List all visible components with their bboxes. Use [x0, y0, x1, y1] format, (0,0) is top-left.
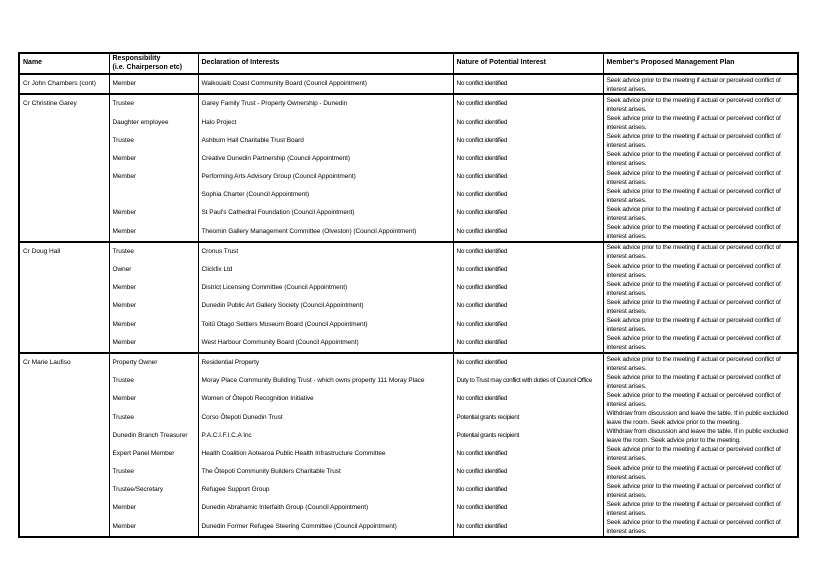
nature-entry: No conflict identified [456, 468, 508, 476]
nature-entry: No conflict identified [456, 173, 508, 181]
col-header-responsibility-sublabel: (i.e. Chairperson etc) [112, 63, 183, 71]
nature-entry: No conflict identified [456, 504, 508, 512]
declaration-entry: Dunedin Abrahamic Interfaith Group (Council Appointment) [201, 504, 369, 512]
member-section-row [19, 74, 798, 94]
responsibility-entry: Member [112, 173, 137, 181]
nature-entry: No conflict identified [456, 338, 508, 346]
member-name-cell [19, 74, 109, 94]
declaration-cell [198, 94, 453, 242]
col-header-plan [603, 53, 798, 74]
declaration-entry: Residential Property [201, 358, 260, 366]
member-name: Cr Christine Garey [23, 100, 77, 108]
nature-entry: No conflict identified [456, 522, 508, 530]
plan-entry: Seek advice prior to the meeting if actual or perceived conflict of interest arises. [606, 96, 781, 113]
nature-entry: No conflict identified [456, 486, 508, 494]
declaration-entry: Corso Ōtepoti Dunedin Trust [201, 413, 283, 421]
declaration-entry: District Licensing Committee (Council Appointment) [201, 284, 348, 292]
plan-entry: Withdraw from discussion and leave the table. If in public excluded leave the room. Seek advice prior to the meeting. [606, 428, 788, 445]
member-section-row [19, 353, 798, 537]
declaration-cell [198, 353, 453, 537]
declaration-entry: Creative Dunedin Partnership (Council Appointment) [201, 154, 351, 162]
nature-entry: No conflict identified [456, 100, 508, 108]
responsibility-entry: Member [112, 284, 137, 292]
plan-cell [603, 74, 798, 94]
nature-entry: Potential grants recipient [456, 431, 520, 439]
plan-entry: Seek advice prior to the meeting if actual or perceived conflict of interest arises. [606, 133, 781, 150]
responsibility-entry: Member [112, 154, 137, 162]
declaration-entry: Ashburn Hall Charitable Trust Board [201, 136, 304, 144]
declaration-entry: P.A.C.I.F.I.C.A Inc [201, 431, 252, 439]
plan-entry: Seek advice prior to the meeting if actual or perceived conflict of interest arises. [606, 501, 781, 517]
col-header-nature [453, 53, 603, 74]
nature-cell [453, 353, 603, 537]
plan-entry: Seek advice prior to the meeting if actual or perceived conflict of interest arises. [606, 391, 781, 408]
plan-entry: Seek advice prior to the meeting if actual or perceived conflict of interest arises. [606, 519, 781, 536]
declaration-entry: Dunedin Former Refugee Steering Committee (Council Appointment) [201, 522, 397, 530]
member-name: Cr John Chambers (cont) [23, 80, 96, 88]
nature-entry: No conflict identified [456, 395, 508, 403]
responsibility-entry: Member [112, 504, 137, 512]
nature-cell [453, 94, 603, 242]
responsibility-entry: Expert Panel Member [112, 449, 175, 457]
col-header-declaration-label: Declaration of Interests [201, 59, 280, 67]
declaration-entry: Theomin Gallery Management Committee (Olveston) (Council Appointment) [201, 227, 417, 235]
member-name: Cr Doug Hall [23, 247, 61, 255]
responsibility-entry: Trustee [112, 413, 134, 421]
nature-entry: No conflict identified [456, 80, 508, 88]
responsibility-entry: Trustee [112, 100, 134, 108]
declaration-entry: Sophia Charter (Council Appointment) [201, 191, 310, 199]
plan-entry: Seek advice prior to the meeting if actual or perceived conflict of interest arises. [606, 373, 781, 390]
member-name: Cr Marie Laufiso [23, 358, 71, 366]
nature-entry: No conflict identified [456, 284, 508, 292]
member-section-row [19, 242, 798, 353]
declaration-entry: St Paul's Cathedral Foundation (Council Appointment) [201, 209, 355, 217]
responsibility-entry: Member [112, 302, 137, 310]
plan-entry: Seek advice prior to the meeting if actual or perceived conflict of interest arises. [606, 262, 781, 279]
declaration-entry: Performing Arts Advisory Group (Council Appointment) [201, 173, 356, 181]
responsibility-entry: Dunedin Branch Treasurer [112, 431, 188, 439]
declaration-entry: Toitū Otago Settlers Museum Board (Council Appointment) [201, 320, 368, 328]
responsibility-entry: Owner [112, 266, 132, 274]
interests-register-table [18, 52, 799, 538]
plan-entry: Seek advice prior to the meeting if actual or perceived conflict of interest arises. [606, 298, 781, 315]
responsibility-entry: Member [112, 338, 137, 346]
member-section-row [19, 94, 798, 242]
nature-entry: No conflict identified [456, 302, 508, 310]
declaration-entry: Women of Ōtepoti Recognition Initiative [201, 395, 314, 403]
nature-entry: No conflict identified [456, 191, 508, 199]
nature-entry: No conflict identified [456, 247, 508, 255]
declaration-entry: West Harbour Community Board (Council Appointment) [201, 338, 359, 346]
col-header-plan-label: Member's Proposed Management Plan [606, 59, 735, 67]
nature-entry: No conflict identified [456, 227, 508, 235]
col-header-name [19, 53, 109, 74]
responsibility-entry: Member [112, 320, 137, 328]
nature-entry: No conflict identified [456, 266, 508, 274]
plan-entry: Seek advice prior to the meeting if actual or perceived conflict of interest arises. [606, 244, 781, 261]
register-table-body [19, 74, 798, 537]
plan-entry: Seek advice prior to the meeting if actual or perceived conflict of interest arises. [606, 224, 781, 241]
plan-entry: Seek advice prior to the meeting if actual or perceived conflict of interest arises. [606, 355, 781, 372]
responsibility-entry: Trustee [112, 247, 134, 255]
nature-entry: No conflict identified [456, 136, 508, 144]
responsibility-entry: Trustee [112, 468, 134, 476]
plan-entry: Seek advice prior to the meeting if actual or perceived conflict of interest arises. [606, 206, 781, 222]
plan-entry: Seek advice prior to the meeting if actual or perceived conflict of interest arises. [606, 151, 781, 168]
plan-entry: Seek advice prior to the meeting if actual or perceived conflict of interest arises. [606, 76, 781, 93]
declaration-entry: Dunedin Public Art Gallery Society (Council Appointment) [201, 302, 364, 310]
declaration-entry: Garey Family Trust - Property Ownership - Dunedin [201, 100, 348, 108]
responsibility-entry: Property Owner [112, 358, 158, 366]
plan-entry: Seek advice prior to the meeting if actual or perceived conflict of interest arises. [606, 169, 781, 186]
col-header-responsibility [109, 53, 198, 74]
declaration-entry: The Ōtepoti Community Builders Charitable Trust [201, 468, 341, 476]
responsibility-cell [109, 353, 198, 537]
responsibility-entry: Member [112, 80, 137, 88]
responsibility-entry: Member [112, 522, 137, 530]
nature-entry: No conflict identified [456, 154, 508, 162]
responsibility-entry: Trustee [112, 136, 134, 144]
nature-entry: No conflict identified [456, 209, 508, 217]
responsibility-entry [110, 186, 198, 204]
nature-entry: No conflict identified [456, 358, 508, 366]
member-name-cell [19, 242, 109, 353]
declaration-entry: Waikouaiti Coast Community Board (Council Appointment) [201, 80, 367, 88]
responsibility-entry: Member [112, 209, 137, 217]
header-row [19, 53, 798, 74]
plan-cell [603, 242, 798, 353]
col-header-responsibility-label: Responsibility [112, 55, 161, 62]
responsibility-cell [109, 94, 198, 242]
nature-entry: No conflict identified [456, 449, 508, 457]
plan-entry: Seek advice prior to the meeting if actual or perceived conflict of interest arises. [606, 482, 781, 499]
nature-entry: Duty to Trust may conflict with duties of Council Office [456, 377, 592, 385]
declaration-entry: Moray Place Community Building Trust - which owns property 111 Moray Place [201, 377, 425, 385]
responsibility-entry: Member [112, 395, 137, 403]
declaration-entry: Cronus Trust [201, 247, 239, 255]
member-name-cell [19, 353, 109, 537]
plan-cell [603, 94, 798, 242]
responsibility-entry: Trustee [112, 377, 134, 385]
member-name-cell [19, 94, 109, 242]
plan-entry: Seek advice prior to the meeting if actual or perceived conflict of interest arises. [606, 335, 781, 352]
plan-entry: Seek advice prior to the meeting if actual or perceived conflict of interest arises. [606, 187, 781, 204]
declaration-cell [198, 242, 453, 353]
declaration-entry: Clickfix Ltd [201, 266, 233, 274]
declaration-entry: Halo Project [201, 118, 237, 126]
nature-entry: No conflict identified [456, 320, 508, 328]
responsibility-cell [109, 242, 198, 353]
plan-entry: Seek advice prior to the meeting if actual or perceived conflict of interest arises. [606, 115, 781, 132]
responsibility-entry: Trustee/Secretary [112, 486, 164, 494]
nature-entry: No conflict identified [456, 118, 508, 126]
declaration-entry: Health Coalition Aotearoa Public Health Infrastructure Committee [201, 449, 386, 457]
col-header-nature-label: Nature of Potential Interest [456, 59, 546, 67]
plan-entry: Withdraw from discussion and leave the table. If in public excluded leave the room. Seek advice prior to the meeting. [606, 410, 788, 427]
nature-entry: Potential grants recipient [456, 413, 520, 421]
col-header-name-label: Name [23, 59, 43, 67]
responsibility-entry: Member [112, 227, 137, 235]
plan-entry: Seek advice prior to the meeting if actual or perceived conflict of interest arises. [606, 464, 781, 481]
plan-entry: Seek advice prior to the meeting if actual or perceived conflict of interest arises. [606, 280, 781, 297]
nature-cell [453, 74, 603, 94]
col-header-declaration [198, 53, 453, 74]
plan-entry: Seek advice prior to the meeting if actual or perceived conflict of interest arises. [606, 446, 781, 463]
nature-cell [453, 242, 603, 353]
responsibility-entry: Daughter employee [112, 118, 169, 126]
plan-entry: Seek advice prior to the meeting if actual or perceived conflict of interest arises. [606, 317, 781, 334]
plan-cell [603, 353, 798, 537]
declaration-cell [198, 74, 453, 94]
responsibility-cell [109, 74, 198, 94]
declaration-entry: Refugee Support Group [201, 486, 270, 494]
